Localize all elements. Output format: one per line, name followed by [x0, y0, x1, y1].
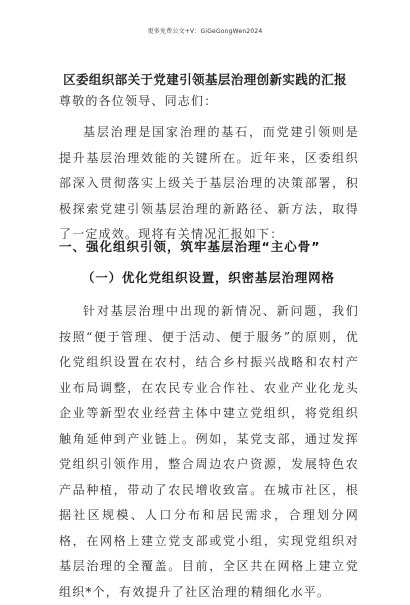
- document-title: 区委组织部关于党建引领基层治理创新实践的汇报: [63, 72, 347, 87]
- subsection-heading: （一）优化党组织设置，织密基层治理网格: [82, 270, 335, 285]
- header-note: 更多免费公文+V：GiGeGongWen2024: [147, 28, 263, 35]
- salutation: 尊敬的各位领导、同志们：: [59, 94, 218, 108]
- intro-paragraph: 基层治理是国家治理的基石，而党建引领则是提升基层治理效能的关键所在。近年来，区委组织部深入贯彻落实上级关于基层治理的决策部署，积极探索党建引领基层治理的新路径、新方法，取得了一定成效。现将有关情况汇报如下：: [59, 125, 359, 241]
- section-heading: 一、强化组织引领，筑牢基层治理“主心骨”: [59, 239, 321, 254]
- body-paragraph: 针对基层治理中出现的新情况、新问题，我们按照“便于管理、便于活动、便于服务”的原则，优化党组织设置在农村，结合乡村振兴战略和农村产业布局调整，在农民专业合作社、农业产业化龙头企业等新型农业经营主体中建立党组织，将党组织触角延伸到产业链上。例如，某党支部，通过发挥党组织引领作用，整合周边农户资源，发展特色农产品种植，带动了农民增收致富。在城市社区，根据社区规模、人口分布和居民需求，合理划分网格，在网格上建立党支部或党小组，实现党组织对基层治理的全覆盖。目前，全区共在网格上建立党组织*个，有效提升了社区治理的精细化水平。: [59, 304, 359, 599]
